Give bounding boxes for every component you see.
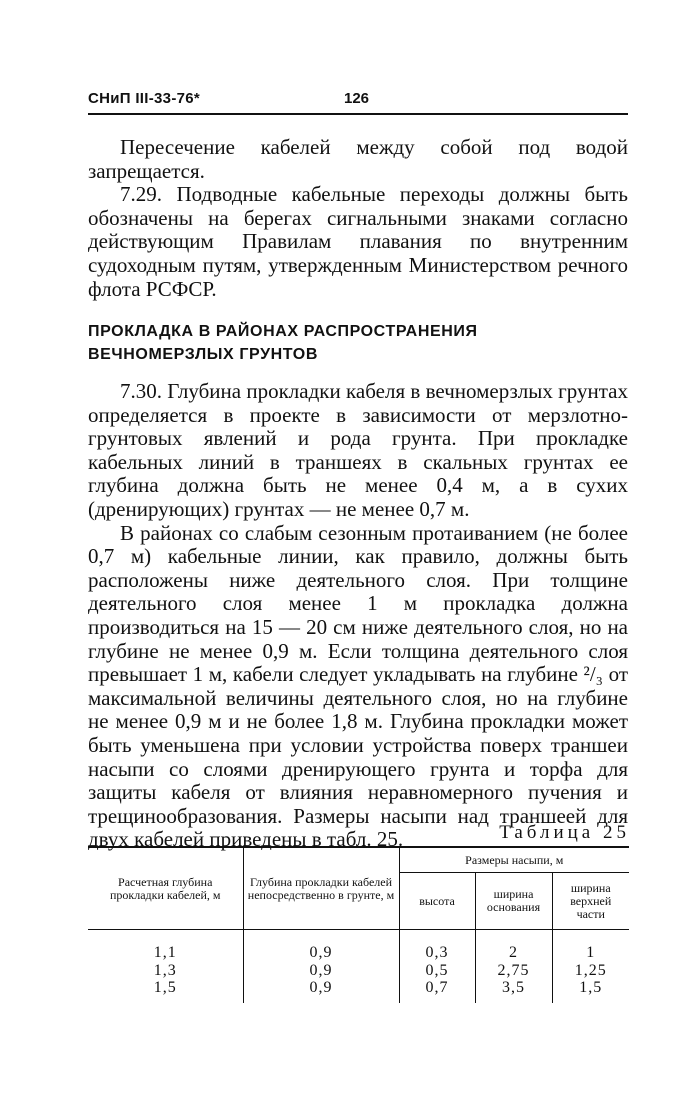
paragraph-7-30: 7.30. Глубина прокладки кабеля в вечномерзлых грунтах определяется в проекте в зависимости от мерзлотно-грунтовых явлений и рода грунта. При прокладке кабельных линий в траншеях в скальных грунтах ее глубина должна быть не менее 0,4 м, а в сухих (дренирующих) грунтах — не менее 0,7 м. bbox=[88, 379, 628, 521]
cell-direct-depth: 0,9 bbox=[243, 979, 399, 1003]
cell-base-width: 2,75 bbox=[475, 962, 552, 980]
paragraph-crossing: Пересечение кабелей между собой под водой запрещается. bbox=[88, 135, 628, 183]
page-header bbox=[88, 88, 628, 114]
cell-design-depth: 1,5 bbox=[153, 979, 177, 996]
table-caption: Таблица 25 bbox=[499, 822, 630, 843]
paragraph-7-29: 7.29. Подводные кабельные переходы должны быть обозначены на берегах сигнальными знаками согласно действующим Правилам плавания по внутренним судоходным путям, утвержденным Министерством речного флота РСФСР. bbox=[88, 182, 628, 301]
cell-base-width: 2 bbox=[475, 930, 552, 962]
header-base-width: ширина основания bbox=[475, 873, 552, 930]
cell-top-width: 1,5 bbox=[552, 979, 629, 1003]
header-direct-depth: Глубина прокладки кабелей непосредственно в грунте, м bbox=[243, 847, 399, 930]
header-height: высота bbox=[399, 873, 475, 930]
cell-base-width: 3,5 bbox=[475, 979, 552, 1003]
header-design-depth: Расчетная глубина прокладки кабелей, м bbox=[88, 847, 243, 930]
table-row bbox=[88, 962, 629, 980]
table-row bbox=[88, 930, 629, 962]
section-title: ПРОКЛАДКА В РАЙОНАХ РАСПРОСТРАНЕНИЯ ВЕЧНОМЕРЗЛЫХ ГРУНТОВ bbox=[88, 323, 478, 363]
table-25 bbox=[88, 846, 629, 1003]
document-code: СНиП III-33-76* bbox=[88, 90, 201, 107]
page-number: 126 bbox=[344, 90, 370, 107]
cell-direct-depth: 0,9 bbox=[243, 930, 399, 962]
cell-height: 0,7 bbox=[399, 979, 475, 1003]
header-top-width: ширина верхней части bbox=[552, 873, 629, 930]
cell-direct-depth: 0,9 bbox=[243, 962, 399, 980]
header-mound-size: Размеры насыпи, м bbox=[399, 847, 629, 873]
cell-height: 0,5 bbox=[399, 962, 475, 980]
text-block-2 bbox=[88, 380, 628, 852]
cell-height: 0,3 bbox=[399, 930, 475, 962]
header-rule bbox=[88, 113, 628, 115]
cell-design-depth: 1,3 bbox=[153, 961, 177, 979]
cell-top-width: 1,25 bbox=[552, 962, 629, 980]
paragraph-weak-thaw: В районах со слабым сезонным протаиванием (не более 0,7 м) кабельные линии, как правило, должны быть расположены ниже деятельного слоя. При толщине деятельного слоя менее 1 м прокладка должна производиться на 15 — 20 см ниже деятельного слоя, но на глубине не менее 0,9 м. Если толщина деятельного слоя превышает 1 м, кабели следует укладывать на глубине ²/₃ от максимальной величины деятельного слоя, но на глубине не менее 0,9 м и не более 1,8 м. Глубина прокладки может быть уменьшена при условии устройства поверх траншеи насыпи со слоями дренирующего грунта и торфа для защиты кабеля от влияния неравномерного пучения и трещинообразования. Размеры насыпи над траншеей для двух кабелей приведены в табл. 25. bbox=[88, 520, 628, 852]
table-row bbox=[88, 979, 629, 1003]
cell-design-depth: 1,1 bbox=[153, 944, 177, 961]
text-block-1 bbox=[88, 136, 628, 301]
cell-top-width: 1 bbox=[552, 930, 629, 962]
